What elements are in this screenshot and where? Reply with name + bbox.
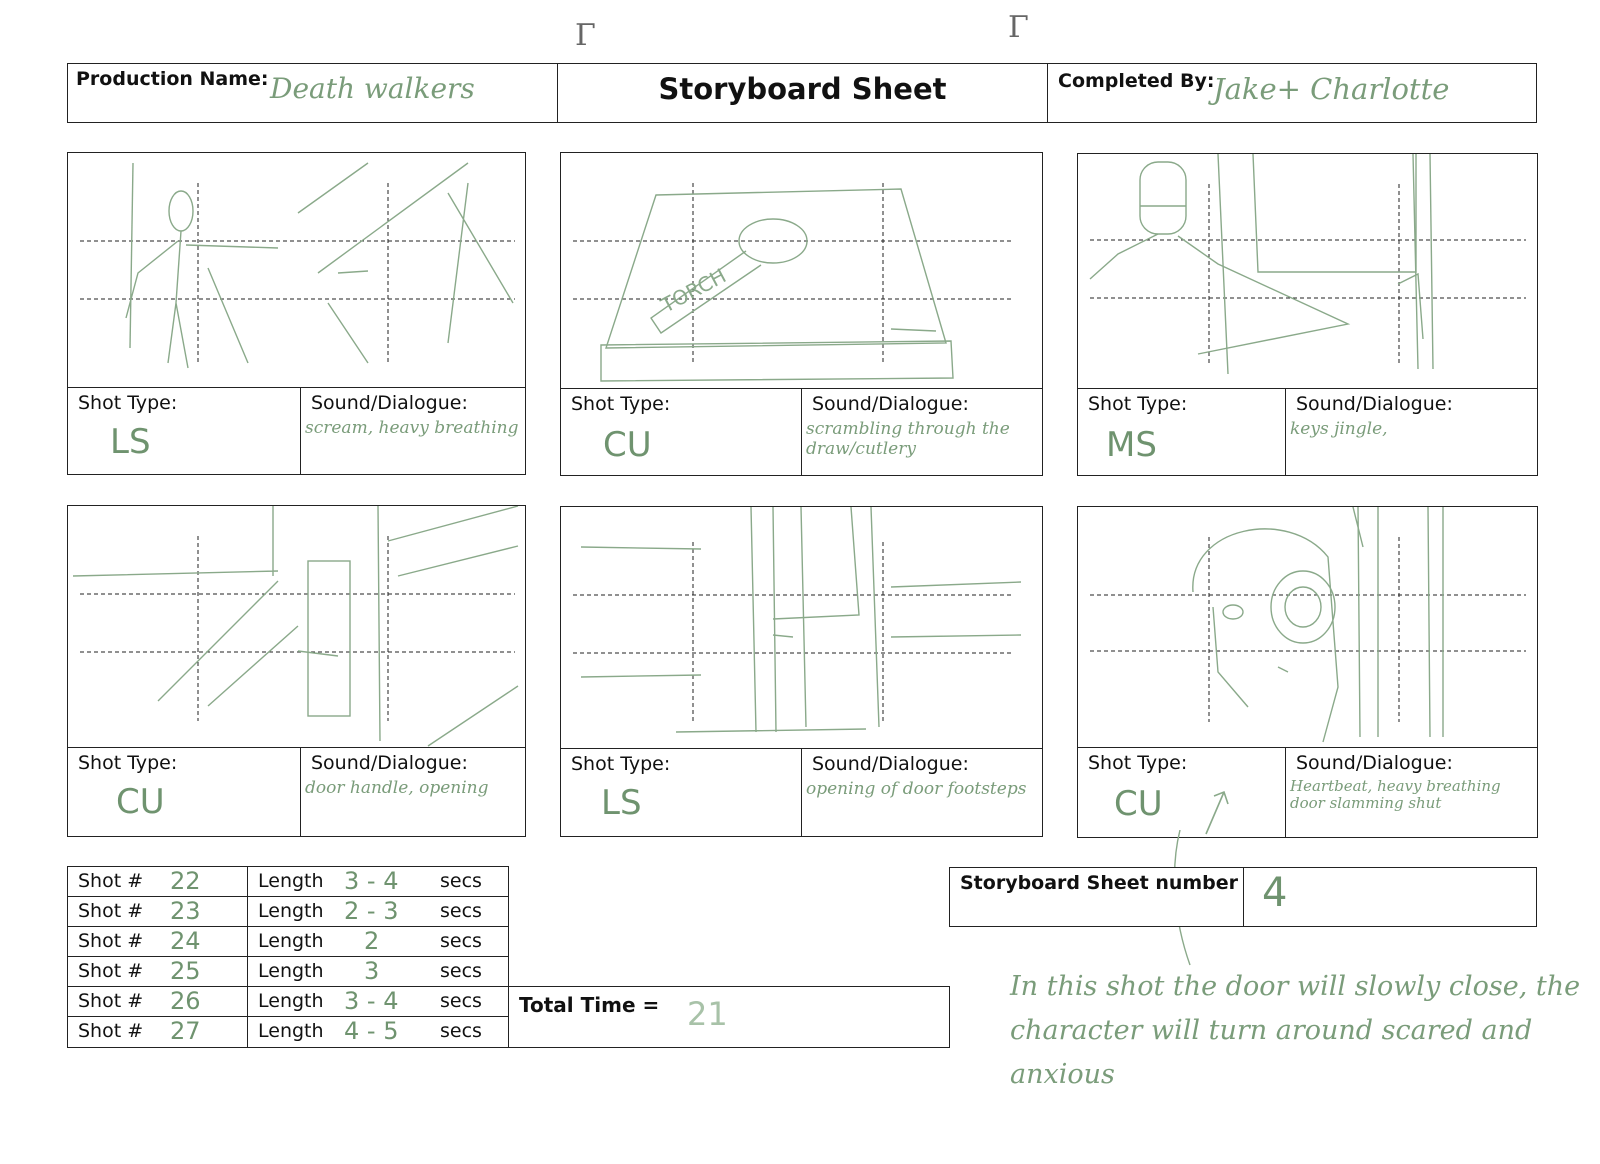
table-row: [68, 897, 508, 927]
sketch-frame: [68, 153, 525, 388]
shot-type-value: CU: [1114, 784, 1163, 824]
total-time-label: Total Time =: [519, 993, 660, 1017]
length-unit: secs: [440, 930, 482, 952]
shot-type-cell: [68, 748, 301, 836]
header-bar: [67, 63, 1537, 123]
sound-dialogue-cell: [802, 389, 1042, 475]
sound-dialogue-cell: [1286, 389, 1537, 475]
sound-dialogue-value: scrambling through the draw/cutlery: [806, 419, 1010, 459]
prop-label: TORCH: [657, 263, 731, 318]
shot-type-value: LS: [601, 783, 642, 823]
sound-dialogue-label: Sound/Dialogue:: [812, 393, 969, 415]
production-name-cell: [68, 64, 558, 122]
stray-pencil-mark: Γ: [575, 18, 596, 53]
panel-sketch: [1078, 507, 1539, 748]
storyboard-panel-4: [67, 505, 526, 837]
shot-number-value: 24: [170, 927, 201, 955]
table-row: [68, 957, 508, 987]
shot-number-label: Shot #: [78, 1020, 144, 1042]
sound-dialogue-cell: [802, 749, 1042, 836]
panel-sketch: [68, 153, 527, 388]
shot-type-label: Shot Type:: [571, 393, 671, 415]
shot-number-label: Shot #: [78, 870, 144, 892]
sketch-frame: [561, 507, 1042, 749]
sound-dialogue-value: keys jingle,: [1290, 419, 1388, 439]
shot-type-cell: [1078, 748, 1286, 837]
table-row: [68, 927, 508, 957]
sheet-number-box: [949, 867, 1537, 927]
length-unit: secs: [440, 870, 482, 892]
production-name-value: Death walkers: [270, 72, 475, 105]
length-label: Length: [258, 870, 324, 892]
sound-dialogue-cell: [1286, 748, 1537, 837]
sound-dialogue-value: Heartbeat, heavy breathing door slamming shut: [1290, 777, 1501, 812]
storyboard-panel-1: [67, 152, 526, 475]
shot-number-value: 22: [170, 867, 201, 895]
sketch-frame: [68, 506, 525, 748]
shot-number-label: Shot #: [78, 990, 144, 1012]
table-row: [68, 1017, 508, 1047]
shot-type-value: CU: [116, 782, 165, 822]
length-label: Length: [258, 1020, 324, 1042]
length-unit: secs: [440, 900, 482, 922]
completed-by-label: Completed By:: [1058, 70, 1215, 92]
shot-type-cell: [68, 388, 301, 474]
shot-type-label: Shot Type:: [571, 753, 671, 775]
sound-dialogue-cell: [301, 388, 525, 474]
length-value: 3 - 4: [344, 987, 399, 1015]
sound-dialogue-cell: [301, 748, 525, 836]
length-value: 3: [364, 957, 380, 985]
table-row: [68, 987, 508, 1017]
panel-sketch: [561, 153, 1044, 389]
shot-type-label: Shot Type:: [78, 392, 178, 414]
length-value: 4 - 5: [344, 1017, 399, 1045]
sheet-number-label: Storyboard Sheet number: [960, 872, 1239, 894]
shot-type-cell: [561, 749, 802, 836]
shot-number-label: Shot #: [78, 930, 144, 952]
production-name-label: Production Name:: [76, 68, 269, 90]
length-value: 3 - 4: [344, 867, 399, 895]
panel-sketch: [1078, 154, 1539, 389]
total-time-value: 21: [687, 995, 728, 1033]
shot-type-value: CU: [603, 425, 652, 465]
length-unit: secs: [440, 960, 482, 982]
length-unit: secs: [440, 990, 482, 1012]
storyboard-panel-5: [560, 506, 1043, 837]
sound-dialogue-label: Sound/Dialogue:: [1296, 752, 1453, 774]
sound-dialogue-value: scream, heavy breathing: [305, 418, 519, 438]
sound-dialogue-label: Sound/Dialogue:: [311, 392, 468, 414]
total-time-box: [508, 986, 950, 1048]
page-title: Storyboard Sheet: [658, 72, 947, 106]
sound-dialogue-label: Sound/Dialogue:: [311, 752, 468, 774]
shot-type-value: MS: [1106, 425, 1157, 465]
shot-length-table: [67, 866, 509, 1048]
length-label: Length: [258, 960, 324, 982]
table-row: [68, 867, 508, 897]
shot-number-label: Shot #: [78, 960, 144, 982]
panel-sketch: [68, 506, 527, 748]
sketch-frame: [561, 153, 1042, 389]
length-label: Length: [258, 990, 324, 1012]
sheet-number-label-cell: [950, 868, 1244, 926]
shot-type-value: LS: [110, 422, 151, 462]
shot-number-value: 23: [170, 897, 201, 925]
length-label: Length: [258, 900, 324, 922]
sheet-number-value: 4: [1262, 870, 1288, 916]
length-value: 2 - 3: [344, 897, 399, 925]
shot-number-value: 25: [170, 957, 201, 985]
shot-type-label: Shot Type:: [1088, 752, 1188, 774]
storyboard-panel-2: [560, 152, 1043, 476]
shot-number-label: Shot #: [78, 900, 144, 922]
length-value: 2: [364, 927, 380, 955]
length-unit: secs: [440, 1020, 482, 1042]
arrow-up-icon: [1198, 786, 1238, 836]
storyboard-panel-3: [1077, 153, 1538, 476]
panel-sketch: [561, 507, 1044, 749]
completed-by-cell: [1048, 64, 1538, 122]
sound-dialogue-value: opening of door footsteps: [806, 779, 1027, 799]
shot-number-value: 26: [170, 987, 201, 1015]
sketch-frame: [1078, 154, 1537, 389]
completed-by-value: Jake+ Charlotte: [1213, 72, 1450, 106]
length-label: Length: [258, 930, 324, 952]
sound-dialogue-value: door handle, opening: [305, 778, 489, 798]
shot-type-cell: [1078, 389, 1286, 475]
sound-dialogue-label: Sound/Dialogue:: [1296, 393, 1453, 415]
stray-pencil-mark: Γ: [1008, 10, 1029, 45]
sound-dialogue-label: Sound/Dialogue:: [812, 753, 969, 775]
shot-type-cell: [561, 389, 802, 475]
handwritten-note: In this shot the door will slowly close, the character will turn around scared and anxious: [1010, 971, 1581, 1090]
shot-type-label: Shot Type:: [78, 752, 178, 774]
title-cell: [558, 64, 1048, 122]
storyboard-panel-6: [1077, 506, 1538, 838]
sketch-frame: [1078, 507, 1537, 748]
shot-number-value: 27: [170, 1017, 201, 1045]
shot-type-label: Shot Type:: [1088, 393, 1188, 415]
